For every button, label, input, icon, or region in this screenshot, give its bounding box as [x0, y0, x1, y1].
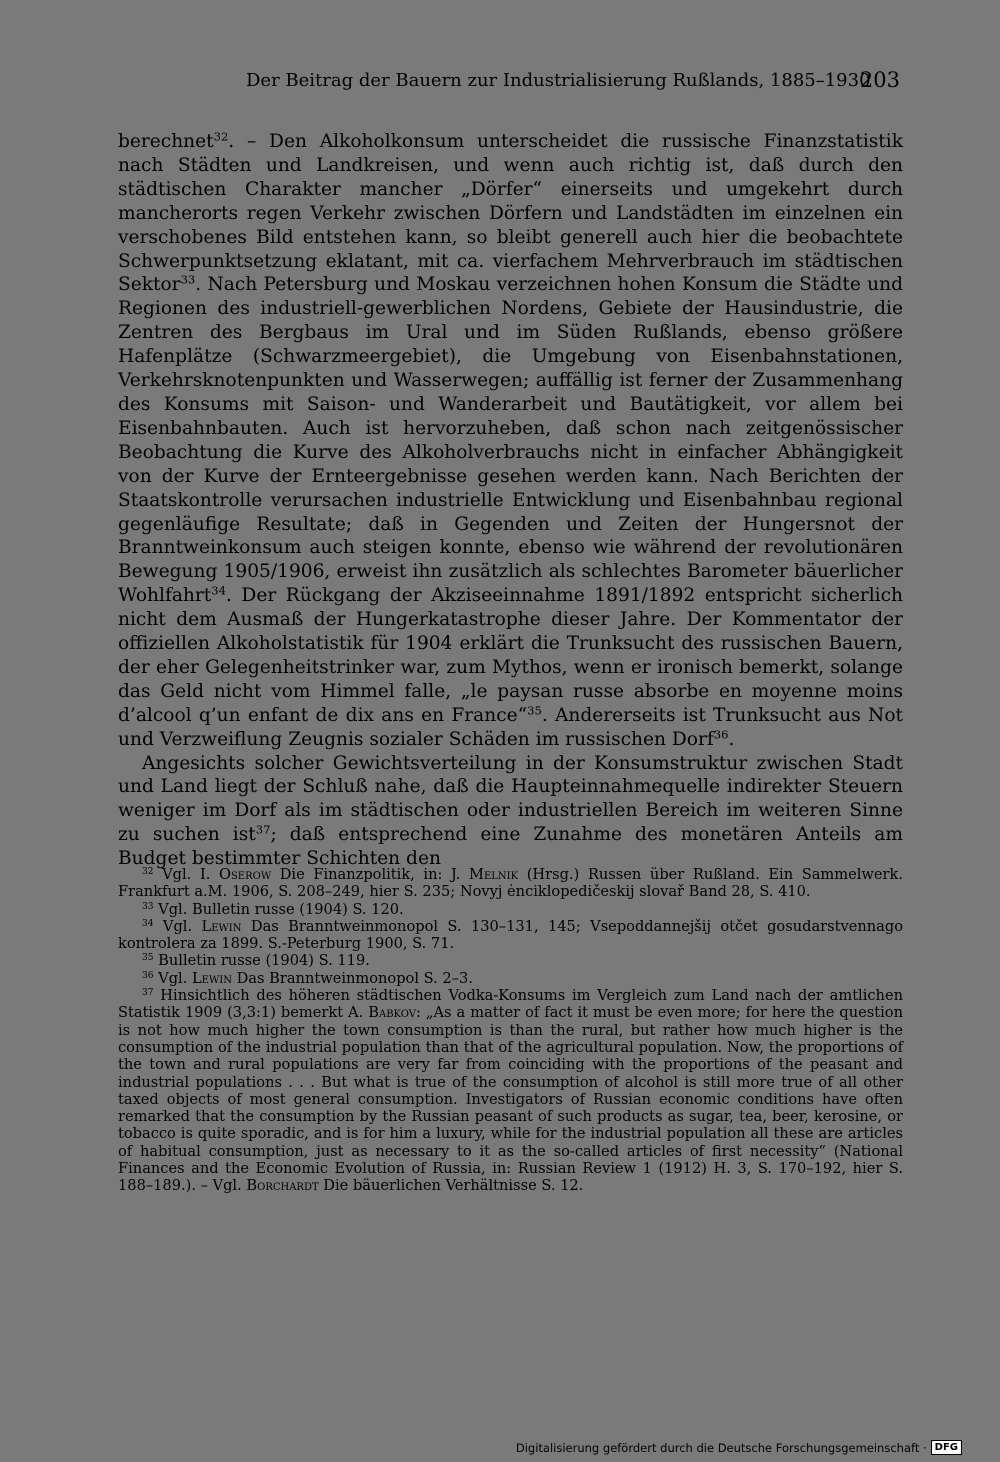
body-text — [118, 130, 903, 871]
author-name: Melnik — [469, 866, 519, 883]
footnote: $^{35}$ Bulletin russe (1904) S. 119. — [142, 952, 370, 970]
footnote-ref: 33 — [142, 901, 154, 912]
credit-text: Digitalisierung gefördert durch die Deutsche Forschungsgemeinschaft · — [515, 1440, 927, 1455]
digitization-credit — [516, 1440, 962, 1455]
footnote: $^{37}$ Hinsichtlich des höheren städtischen Vodka-Konsums im Vergleich zum Land nach der amtlichen Statistik 1909 (3,3:1) bemerkt A. Babkov: „As a matter of fact it must be even more; for here the question is not how much higher the town consumption is than the rural, but rather how much higher is the consumption of the industrial population than that of the agricultural population. Now, the proportions of the town and rural populations are very far from coinciding with the proportions of the peasant and industrial populations . . . But what is true of the consumption of alcohol is still more true of all other taxed objects of most general consumption. Investigators of Russian economic conditions have often remarked that the consumption by the Russian peasant of such products as sugar, tea, beer, kerosine, or tobacco is quite sporadic, and is for him a luxury, while for the industrial population all these are articles of habitual consumption, just as necessary to it as the so-called articles of first necessity“ (National Finances and the Economic Evolution of Russia, in: Russian Review 1 (1912) H. 3, S. 170–192, hier S. 188–189.). – Vgl. Borchardt Die bäuerlichen Verhältnisse S. 12. — [118, 987, 903, 1195]
paragraph: Angesichts solcher Gewichtsverteilung in der Konsumstruktur zwischen Stadt und Land liegt der Schluß nahe, daß die Haupteinnahmequelle indirekter Steuern weniger im Dorf als im städtischen oder industriellen Bereich im weiteren Sinne zu suchen ist$^{37}$; daß entsprechend eine Zunahme des monetären Anteils am Budget bestimmter Schichten den — [118, 752, 903, 870]
author-name: Oserow — [218, 866, 272, 883]
footnote-ref: 37 — [142, 988, 154, 999]
footnote-ref: 32 — [142, 867, 154, 878]
footnote-ref: 32 — [213, 129, 229, 144]
author-name: Babkov — [368, 1004, 416, 1022]
footnote-ref: 36 — [142, 970, 154, 981]
author-name: Borchardt — [246, 1177, 319, 1195]
page-number: 203 — [859, 68, 900, 92]
dfg-logo: DFG — [931, 1440, 962, 1455]
footnotes — [118, 866, 903, 1195]
footnote-ref: 35 — [142, 953, 154, 964]
paragraph: berechnet$^{32}$. – Den Alkoholkonsum unterscheidet die russische Finanzstatistik nach Städten und Landkreisen, und wenn auch richtig ist, daß durch den städtischen Charakter mancher „Dörfer“ einerseits und umgekehrt durch mancherorts regen Verkehr zwischen Dörfern und Landstädten im einzelnen ein verschobenes Bild entstehen kann, so bleibt generell auch hier die beobachtete Schwerpunktsetzung eklatant, mit ca. vierfachem Mehrverbrauch im städtischen Sektor$^{33}$. Nach Petersburg und Moskau verzeichnen hohen Konsum die Städte und Regionen des industriell-gewerblichen Nordens, Gebiete der Hausindustrie, die Zentren des Bergbaus im Ural und im Süden Rußlands, ebenso größere Hafenplätze (Schwarzmeergebiet), die Umgebung von Eisenbahnstationen, Verkehrsknotenpunkten und Wasserwegen; auffällig ist ferner der Zusammenhang des Konsums mit Saison- und Wanderarbeit und Bautätigkeit, vor allem bei Eisenbahnbauten. Auch ist hervorzuheben, daß schon nach zeitgenössischer Beobachtung die Kurve des Alkoholverbrauchs nicht in einfacher Abhängigkeit von der Kurve der Ernteergebnisse gesehen werden kann. Nach Berichten der Staatskontrolle verursachen industrielle Entwicklung und Eisenbahnbau regional gegenläufige Resultate; daß in Gegenden und Zeiten der Hungersnot der Branntweinkonsum auch steigen konnte, ebenso wie während der revolutionären Bewegung 1905/1906, erweist ihn zusätzlich als schlechtes Barometer bäuerlicher Wohlfahrt$^{34}$. Der Rückgang der Akziseeinnahme 1891/1892 entspricht sicherlich nicht dem Ausmaß der Hungerkatastrophe dieser Jahre. Der Kommentator der offiziellen Alkoholstatistik für 1904 erklärt die Trunksucht des russischen Bauern, der eher Gelegenheitstrinker war, zum Mythos, wenn er ironisch bemerkt, solange das Geld nicht vom Himmel falle, „le paysan russe absorbe en moyenne moins d’alcool q’un enfant de dix ans en France“$^{35}$. Andererseits ist Trunksucht aus Not und Verzweiflung Zeugnis sozialer Schäden im russischen Dorf$^{36}$. — [118, 129, 903, 750]
author-name: Lewin — [191, 969, 232, 987]
footnote-ref: 34 — [142, 918, 154, 929]
running-header — [120, 68, 902, 98]
footnote-ref: 36 — [713, 727, 729, 742]
author-name: Lewin — [201, 917, 242, 935]
footnote-ref: 37 — [255, 822, 271, 837]
footnote-ref: 35 — [527, 703, 542, 718]
footnote: $^{36}$ Vgl. Lewin Das Branntweinmonopol S. 2–3. — [142, 969, 473, 987]
running-title: Der Beitrag der Bauern zur Industrialisierung Rußlands, 1885–1930 — [246, 70, 871, 91]
footnote: $^{33}$ Vgl. Bulletin russe (1904) S. 120. — [142, 900, 404, 918]
footnote: $^{34}$ Vgl. Lewin Das Branntweinmonopol S. 130–131, 145; Vsepoddannejšij otčet gosudarstvennago kontrolera za 1899. S.-Peterburg 1900, S. 71. — [118, 917, 903, 953]
footnote: $^{32}$ Vgl. I. Oserow Die Finanzpolitik, in: J. Melnik (Hrsg.) Russen über Rußland. Ein Sammelwerk. Frankfurt a.M. 1906, S. 208–249, hier S. 235; Novyj ėnciklopedičeskij slovař Band 28, S. 410. — [118, 866, 904, 901]
footnote-ref: 33 — [180, 273, 196, 288]
footnote-ref: 34 — [211, 583, 226, 598]
